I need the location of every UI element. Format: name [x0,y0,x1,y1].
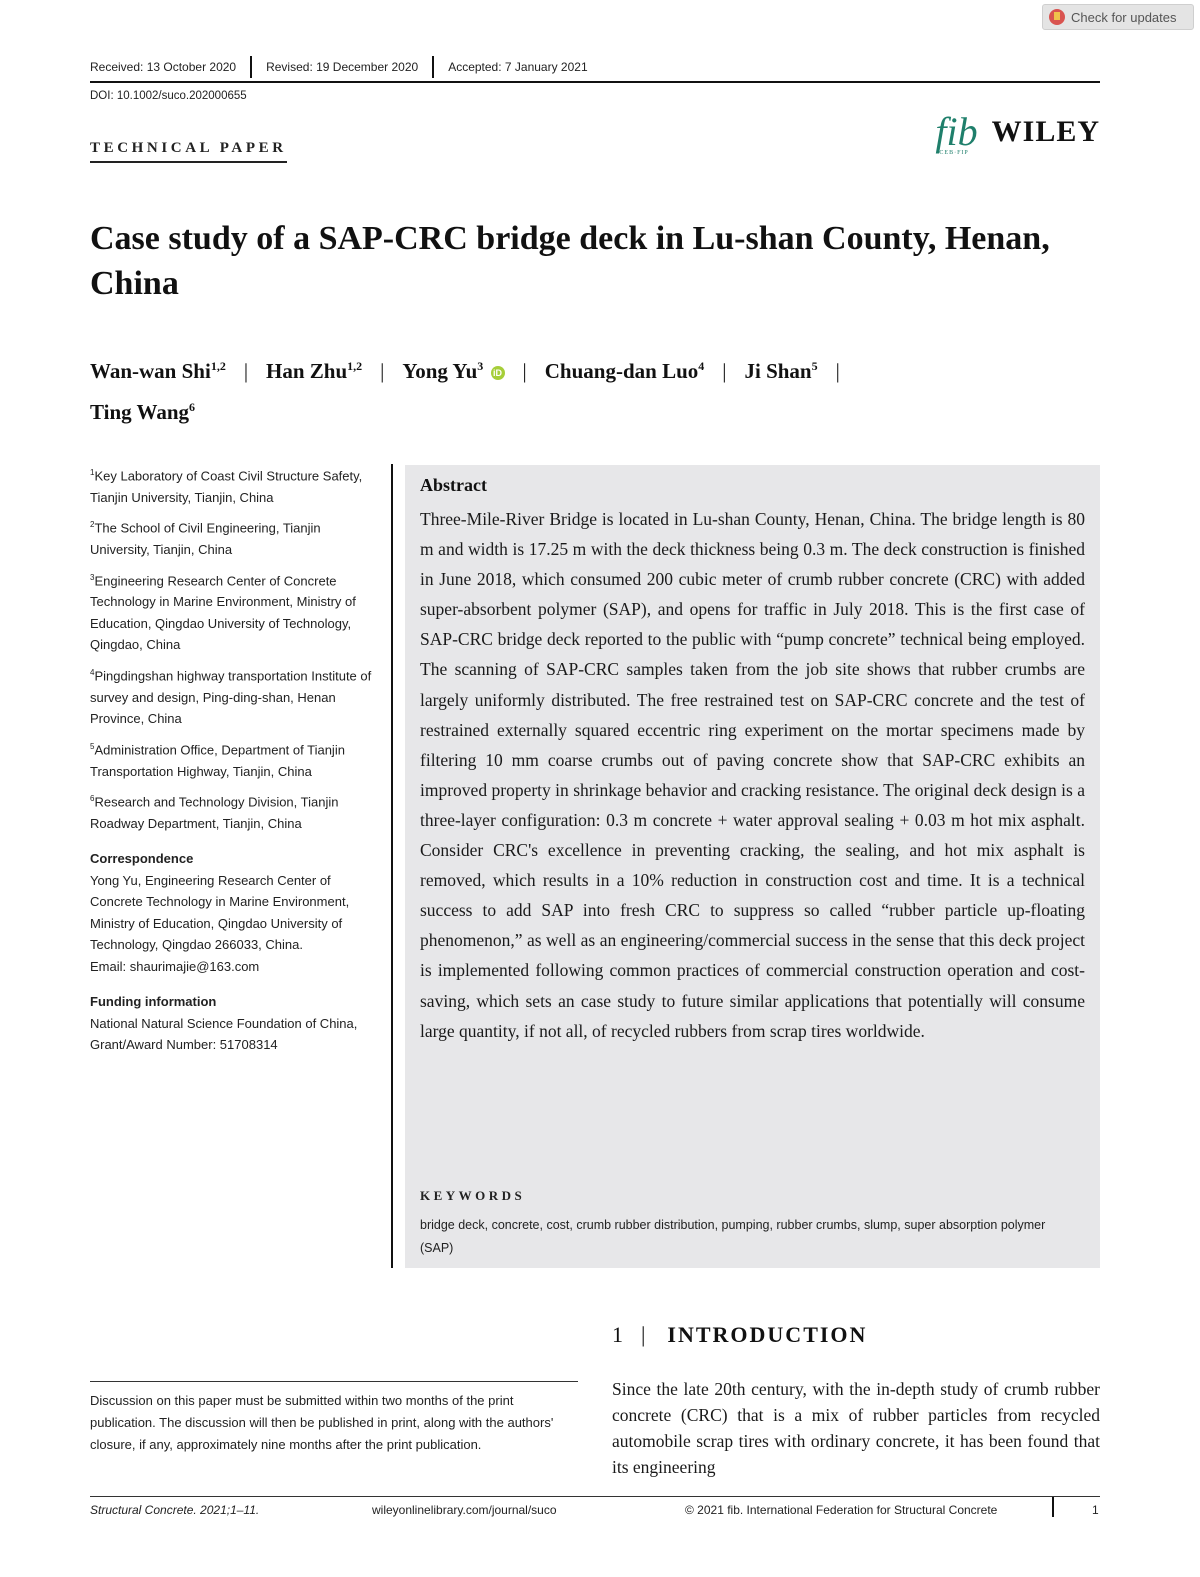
wiley-logo: WILEY [991,115,1100,148]
affiliation: $^5$Administration Office, Department of Tianjin Transportation Highway, Tianjin, China [90,741,345,779]
footer-copyright: © 2021 fib. International Federation for Structural Concrete [685,1503,998,1517]
date-separator [432,56,434,78]
correspondence-email[interactable]: Email: shaurimajie@163.com [90,958,260,974]
affiliations-sidebar [90,462,380,1056]
date-separator [250,56,252,78]
section-title: INTRODUCTION [667,1322,868,1347]
intro-paragraph: Since the late 20th century, with the in-depth study of crumb rubber concrete (CRC) that is a mix of rubber particles from recycled automobile scrap tires with ordinary concrete, it has been found that its engineering [612,1379,1100,1477]
document-type: TECHNICAL PAPER [90,140,287,163]
author-list: Wan-wan Shi$^{1,2}$ | Han Zhu$^{1,2}$ | Yong Yu$^3$ iD | Chuang-dan Luo$^4$ | Ji Shan$^5$ | Ting Wang$^6$ [90,359,840,424]
correspondence-heading: Correspondence [90,851,194,867]
bookmark-icon [1049,9,1065,25]
received-date: Received: 13 October 2020 [90,60,237,74]
orcid-icon[interactable]: iD [491,366,505,380]
publisher-logo [935,109,1100,154]
header-rule [90,81,1100,83]
affiliation: $^3$Engineering Research Center of Concrete Technology in Marine Environment, Ministry of Education, Qingdao University of Technology, Qingdao, China [90,572,356,653]
discussion-footnote: Discussion on this paper must be submitted within two months of the print publication. The discussion will then be published in print, along with the authors' closure, if any, approximately nine months after the print publication. [90,1393,554,1452]
author-name[interactable]: Han Zhu$^{1,2}$ [266,359,363,383]
affiliation: $^4$Pingdingshan highway transportation Institute of survey and design, Ping-ding-shan, Henan Province, China [90,667,372,727]
funding-text: National Natural Science Foundation of China, Grant/Award Number: 51708314 [90,1015,358,1053]
page-number: 1 [1092,1503,1099,1517]
publication-dates [90,60,602,78]
column-divider [391,464,393,1268]
author-name[interactable]: Yong Yu$^3$ iD [402,359,504,383]
funding-heading: Funding information [90,994,217,1010]
correspondence-text: Yong Yu, Engineering Research Center of Concrete Technology in Marine Environment, Ministry of Education, Qingdao University of Technology, Qingdao 266033, China. [90,872,350,953]
footer-url[interactable]: wileyonlinelibrary.com/journal/suco [372,1503,557,1517]
author-name[interactable]: Ting Wang$^6$ [90,400,196,424]
footer-separator [1052,1497,1054,1517]
accepted-date: Accepted: 7 January 2021 [448,60,588,74]
keywords-text: bridge deck, concrete, cost, crumb rubber distribution, pumping, rubber crumbs, slump, super absorption polymer (SAP) [420,1218,1046,1255]
fib-logo: fib CEB·FIP [935,112,977,152]
author-name[interactable]: Ji Shan$^5$ [744,359,818,383]
author-name[interactable]: Wan-wan Shi$^{1,2}$ [90,359,226,383]
section-number: 1 [612,1322,625,1347]
section-heading [612,1322,867,1348]
doi[interactable]: DOI: 10.1002/suco.202000655 [90,90,247,102]
footnote-rule [90,1381,578,1382]
affiliation: $^1$Key Laboratory of Coast Civil Structure Safety, Tianjin University, Tianjin, China [90,468,363,505]
keywords-heading: KEYWORDS [420,1188,526,1203]
abstract-text: Three-Mile-River Bridge is located in Lu-shan County, Henan, China. The bridge length is 80 m and width is 17.25 m with the deck thickness being 0.3 m. The deck construction is finished in June 2018, which consumed 200 cubic meter of crumb rubber concrete (CRC) with added super-absorbent polymer (SAP), and opens for traffic in July 2018. This is the first case of SAP-CRC bridge deck reported to the public with “pump concrete” technical being employed. The scanning of SAP-CRC samples taken from the job site shows that rubber crumbs are largely uniformly distributed. The free restrained test on SAP-CRC concrete and the test of restrained externally squared eccentric ring experiment on the mortar specimens made by filtering 10 mm coarse crumbs out of paving concrete show that SAP-CRC exhibits an improved property in shrinkage behavior and cracking resistance. The original deck design is a three-layer configuration: 0.3 m concrete + water approval sealing + 0.03 m hot mix asphalt. Consider CRC's excellence in preventing cracking, the sealing, and hot mix asphalt is removed, which results in a 10% reduction in construction cost and time. It is a technical success to add SAP into fresh CRC to suppress so called “rubber particle up-floating phenomenon,” as well as an engineering/commercial success in the sense that this deck project is implemented following common practices of commercial construction operation and cost-saving, which sets an case study to future similar applications that potentially will consume large quantity, if not all, of recycled rubbers from scrap tires worldwide. [420,509,1085,1041]
abstract-heading: Abstract [420,475,487,495]
author-name[interactable]: Chuang-dan Luo$^4$ [544,359,705,383]
footer-journal: Structural Concrete. 2021;1–11. [90,1503,260,1517]
paper-title: Case study of a SAP-CRC bridge deck in Lu-shan County, Henan, China [90,220,1050,302]
affiliation: $^6$Research and Technology Division, Tianjin Roadway Department, Tianjin, China [90,794,339,831]
section-separator: | [641,1322,648,1347]
check-for-updates-button[interactable] [1042,4,1194,30]
footer-rule [90,1496,1100,1497]
affiliation: $^2$The School of Civil Engineering, Tianjin University, Tianjin, China [90,520,321,558]
revised-date: Revised: 19 December 2020 [266,60,419,74]
check-for-updates-label: Check for updates [1071,9,1177,25]
